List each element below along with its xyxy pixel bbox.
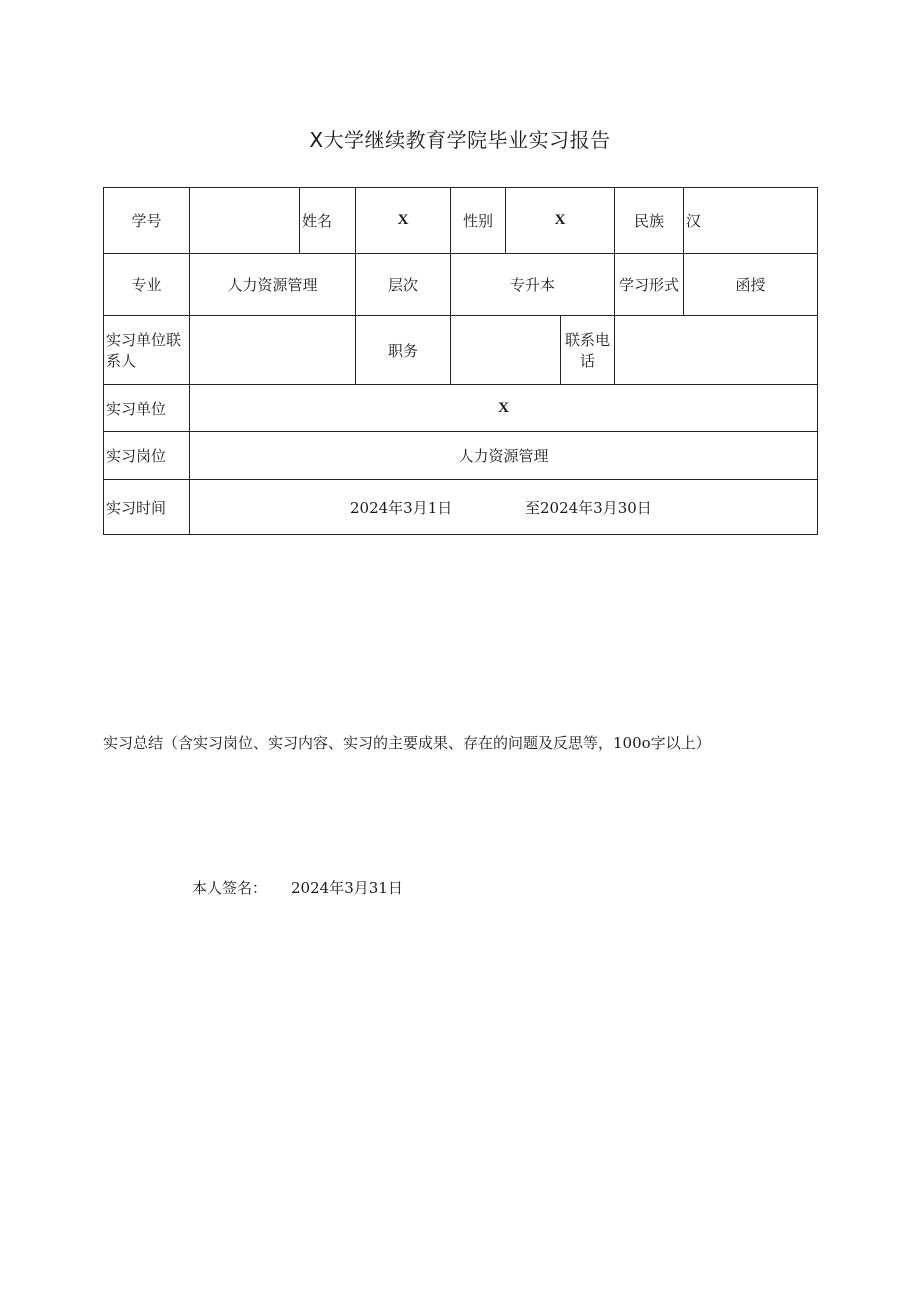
phone-label: 联系电话 bbox=[561, 316, 615, 385]
ethnicity-label: 民族 bbox=[615, 188, 684, 254]
intern-start-date: 2024年3月1日 bbox=[350, 499, 453, 517]
intern-unit-field[interactable]: X bbox=[190, 385, 818, 432]
level-field[interactable]: 专升本 bbox=[451, 254, 615, 316]
name-label: 姓名 bbox=[300, 188, 356, 254]
info-form-table bbox=[103, 187, 818, 535]
level-label: 层次 bbox=[356, 254, 451, 316]
major-label: 专业 bbox=[104, 254, 190, 316]
signature-date: 2024年3月31日 bbox=[291, 879, 403, 897]
signature-line bbox=[192, 877, 403, 898]
student-id-label: 学号 bbox=[104, 188, 190, 254]
contact-person-field[interactable] bbox=[190, 316, 356, 385]
signature-label: 本人签名： bbox=[192, 879, 268, 897]
intern-end-date: 至2024年3月30日 bbox=[525, 499, 652, 517]
intern-time-label: 实习时间 bbox=[104, 480, 190, 535]
phone-field[interactable] bbox=[615, 316, 818, 385]
summary-heading: 实习总结（含实习岗位、实习内容、实习的主要成果、存在的问题及反思等，100o字以上） bbox=[103, 734, 711, 752]
intern-time-field[interactable] bbox=[190, 480, 818, 535]
position-label: 职务 bbox=[356, 316, 451, 385]
form-row-post bbox=[104, 432, 818, 480]
intern-unit-label: 实习单位 bbox=[104, 385, 190, 432]
intern-post-field[interactable]: 人力资源管理 bbox=[190, 432, 818, 480]
student-id-field[interactable] bbox=[190, 188, 300, 254]
gender-field[interactable]: X bbox=[506, 188, 615, 254]
gender-label: 性别 bbox=[451, 188, 506, 254]
page-title: X大学继续教育学院毕业实习报告 bbox=[309, 128, 611, 152]
form-row-contact bbox=[104, 316, 818, 385]
position-field[interactable] bbox=[451, 316, 561, 385]
form-row-unit bbox=[104, 385, 818, 432]
study-mode-label: 学习形式 bbox=[615, 254, 684, 316]
form-row-time bbox=[104, 480, 818, 535]
name-field[interactable]: X bbox=[356, 188, 451, 254]
study-mode-field[interactable]: 函授 bbox=[684, 254, 818, 316]
contact-person-label: 实习单位联系人 bbox=[104, 316, 190, 385]
form-row-basic bbox=[104, 188, 818, 254]
intern-post-label: 实习岗位 bbox=[104, 432, 190, 480]
form-row-study bbox=[104, 254, 818, 316]
major-field[interactable]: 人力资源管理 bbox=[190, 254, 356, 316]
ethnicity-field[interactable]: 汉 bbox=[684, 188, 818, 254]
